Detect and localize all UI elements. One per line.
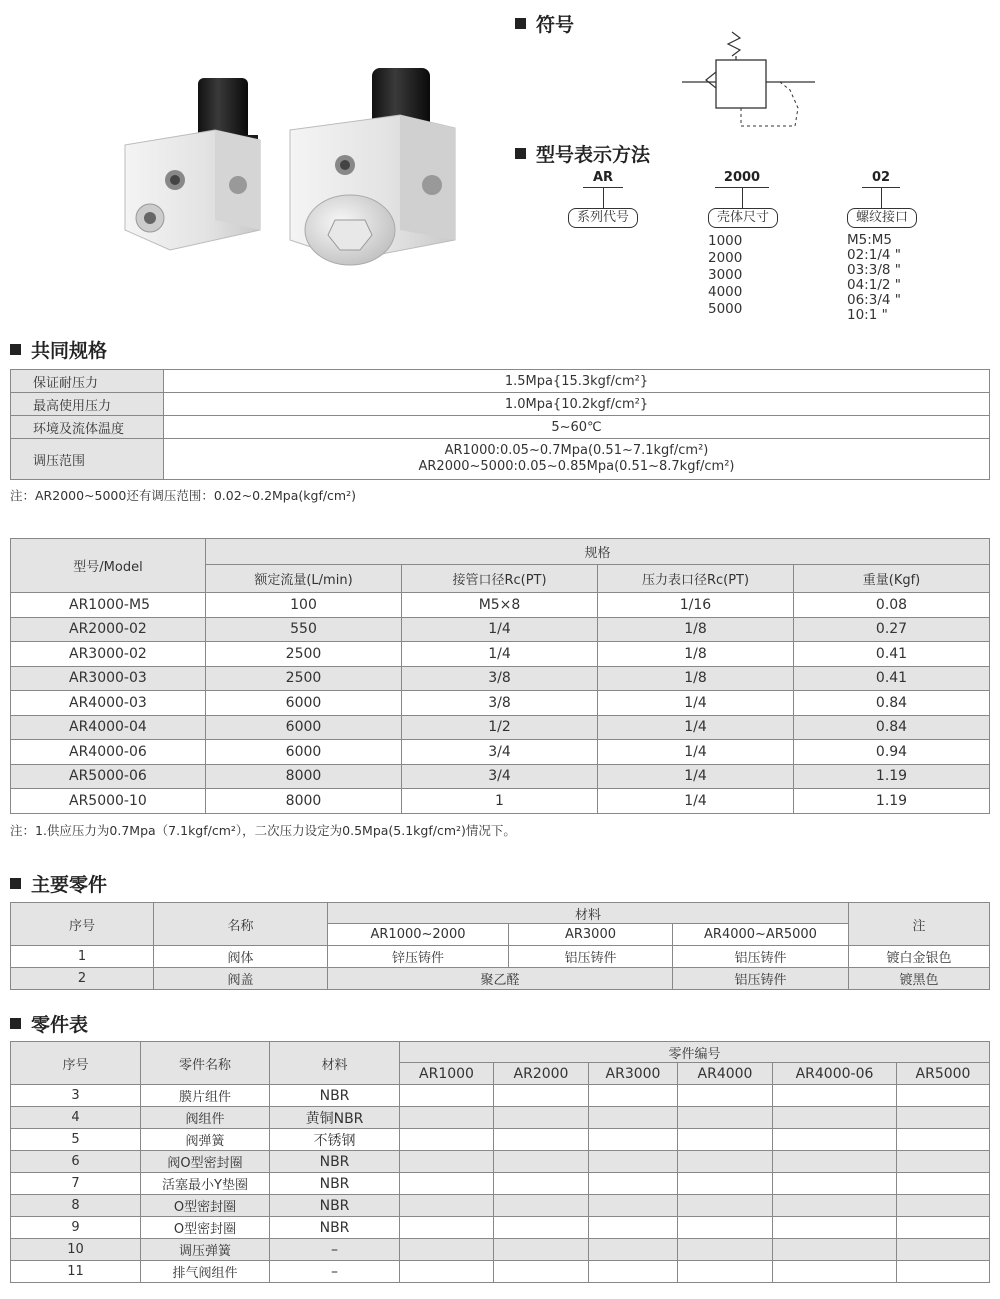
part-number-cell: [678, 1107, 773, 1129]
spec-table-body: [11, 593, 990, 814]
table-cell: 1/4: [402, 617, 598, 642]
pneumatic-symbol-diagram: [680, 30, 830, 130]
model-spec-table: [10, 538, 990, 814]
table-row: [11, 1151, 990, 1173]
table-cell: 550: [206, 617, 402, 642]
part-number-cell: [400, 1239, 494, 1261]
part-number-cell: [678, 1085, 773, 1107]
column-header: 序号: [11, 1042, 141, 1085]
column-header: 材料: [270, 1042, 400, 1085]
column-header: AR2000: [494, 1063, 589, 1085]
part-number-cell: [400, 1151, 494, 1173]
table-cell: 活塞最小Y垫圈: [141, 1173, 270, 1195]
thread-code: 02: [871, 170, 891, 185]
parts-list-body: [11, 1085, 990, 1283]
size-code: 2000: [723, 170, 761, 185]
part-number-cell: [897, 1151, 990, 1173]
spec-label: 调压范围: [11, 439, 164, 480]
spec-value-line: AR1000:0.05~0.7Mpa(0.51~7.1kgf/cm²): [444, 443, 709, 458]
model-cell: AR4000-03: [11, 691, 206, 716]
spec-value: 1.0Mpa{10.2kgf/cm²}: [164, 393, 990, 416]
table-cell: 8000: [206, 789, 402, 814]
table-cell: 6000: [206, 715, 402, 740]
product-photos: [110, 60, 470, 270]
part-number-cell: [773, 1129, 897, 1151]
model-cell: AR2000-02: [11, 617, 206, 642]
table-cell: 9: [11, 1217, 141, 1239]
column-header: AR4000~AR5000: [673, 924, 849, 946]
regulator-large-image: [290, 68, 455, 265]
table-cell: 阀盖: [154, 968, 328, 990]
model-cell: AR1000-M5: [11, 593, 206, 618]
part-number-cell: [400, 1085, 494, 1107]
size-option: 5000: [708, 301, 743, 317]
size-option: 4000: [708, 284, 743, 300]
table-cell: –: [270, 1261, 400, 1283]
table-cell: 5: [11, 1129, 141, 1151]
spec-value: 1.5Mpa{15.3kgf/cm²}: [164, 370, 990, 393]
table-cell: 6: [11, 1151, 141, 1173]
table-row: [11, 740, 990, 765]
table-cell: 聚乙醛: [328, 968, 673, 990]
column-header: 接管口径Rc(PT): [402, 565, 598, 593]
part-number-cell: [773, 1261, 897, 1283]
part-number-cell: [773, 1217, 897, 1239]
table-row: [11, 1107, 990, 1129]
table-cell: 不锈钢: [270, 1129, 400, 1151]
table-cell: 1/4: [598, 691, 794, 716]
thread-label-box: 螺纹接口: [847, 208, 917, 228]
part-number-cell: [773, 1085, 897, 1107]
column-header: 注: [849, 903, 990, 946]
thread-option: M5:M5: [847, 232, 893, 248]
table-cell: 0.41: [794, 666, 990, 691]
part-number-cell: [773, 1107, 897, 1129]
table-cell: 3/4: [402, 764, 598, 789]
part-number-cell: [400, 1129, 494, 1151]
part-number-cell: [678, 1151, 773, 1173]
column-header: AR4000-06: [773, 1063, 897, 1085]
column-header: AR1000: [400, 1063, 494, 1085]
table-row: [11, 946, 990, 968]
table-cell: 1/4: [598, 764, 794, 789]
table-row: [11, 370, 990, 393]
part-number-cell: [773, 1151, 897, 1173]
table-row: [11, 1173, 990, 1195]
table-cell: 0.84: [794, 715, 990, 740]
part-number-cell: [494, 1129, 589, 1151]
table-cell: 3/8: [402, 691, 598, 716]
table-cell: 阀组件: [141, 1107, 270, 1129]
table-cell: 8000: [206, 764, 402, 789]
table-cell: NBR: [270, 1217, 400, 1239]
series-code: AR: [592, 170, 614, 185]
table-header-row: [11, 1042, 990, 1063]
part-number-cell: [589, 1217, 678, 1239]
thread-options-list: [847, 233, 901, 323]
table-cell: 0.08: [794, 593, 990, 618]
table-cell: 黄铜NBR: [270, 1107, 400, 1129]
table-cell: O型密封圈: [141, 1217, 270, 1239]
table-cell: 铝压铸件: [509, 946, 673, 968]
part-number-cell: [494, 1239, 589, 1261]
table-cell: NBR: [270, 1151, 400, 1173]
column-header: 零件名称: [141, 1042, 270, 1085]
table-row: [11, 617, 990, 642]
model-designation-title: 型号表示方法: [515, 140, 650, 167]
table-cell: 7: [11, 1173, 141, 1195]
square-bullet-icon: [515, 148, 526, 159]
table-cell: 阀体: [154, 946, 328, 968]
table-row: [11, 968, 990, 990]
size-connector: [742, 188, 743, 208]
part-number-cell: [400, 1107, 494, 1129]
table-cell: 6000: [206, 691, 402, 716]
table-cell: 1/8: [598, 642, 794, 667]
table-cell: 3: [11, 1085, 141, 1107]
part-number-cell: [897, 1239, 990, 1261]
size-option: 1000: [708, 233, 743, 249]
main-parts-title: 主要零件: [10, 870, 107, 897]
table-cell: 铝压铸件: [673, 968, 849, 990]
table-row: [11, 764, 990, 789]
table-cell: 0.41: [794, 642, 990, 667]
model-cell: AR5000-10: [11, 789, 206, 814]
table-cell: 8: [11, 1195, 141, 1217]
column-header: 材料: [328, 903, 849, 924]
spec-value: 5~60℃: [164, 416, 990, 439]
table-cell: 1/4: [598, 715, 794, 740]
part-number-cell: [897, 1085, 990, 1107]
table-cell: 1/16: [598, 593, 794, 618]
table-cell: 镀黑色: [849, 968, 990, 990]
table-cell: –: [270, 1239, 400, 1261]
table-row: [11, 642, 990, 667]
part-number-cell: [589, 1129, 678, 1151]
table-cell: 1/4: [402, 642, 598, 667]
symbol-title: 符号: [515, 10, 574, 37]
column-header: 序号: [11, 903, 154, 946]
common-specs-table: [10, 369, 990, 480]
table-cell: 1.19: [794, 789, 990, 814]
table-row: [11, 691, 990, 716]
table-row: [11, 1129, 990, 1151]
model-header: 型号/Model: [11, 539, 206, 593]
part-number-cell: [589, 1261, 678, 1283]
size-option: 3000: [708, 267, 743, 283]
part-number-cell: [897, 1217, 990, 1239]
table-row: [11, 1195, 990, 1217]
part-number-cell: [400, 1261, 494, 1283]
table-header-row: [11, 539, 990, 565]
table-cell: 3/4: [402, 740, 598, 765]
table-cell: 0.94: [794, 740, 990, 765]
table-cell: 0.27: [794, 617, 990, 642]
size-options-list: [708, 233, 742, 318]
table-cell: 铝压铸件: [673, 946, 849, 968]
table-cell: 阀弹簧: [141, 1129, 270, 1151]
table-row: [11, 593, 990, 618]
part-number-cell: [678, 1195, 773, 1217]
square-bullet-icon: [10, 878, 21, 889]
column-header: 额定流量(L/min): [206, 565, 402, 593]
part-number-cell: [678, 1217, 773, 1239]
part-number-cell: [678, 1129, 773, 1151]
table-cell: 11: [11, 1261, 141, 1283]
table-cell: 1/2: [402, 715, 598, 740]
table-cell: 膜片组件: [141, 1085, 270, 1107]
table-cell: 1/8: [598, 617, 794, 642]
part-number-cell: [494, 1195, 589, 1217]
table-cell: 10: [11, 1239, 141, 1261]
thread-option: 06:3/4 ": [847, 292, 901, 308]
model-cell: AR3000-03: [11, 666, 206, 691]
table-cell: 1: [11, 946, 154, 968]
part-number-cell: [589, 1173, 678, 1195]
table-cell: 镀白金银色: [849, 946, 990, 968]
spec-value: [164, 439, 990, 480]
part-number-cell: [589, 1239, 678, 1261]
series-label-box: 系列代号: [568, 208, 638, 228]
common-specs-note: 注：AR2000~5000还有调压范围：0.02~0.2Mpa(kgf/cm²): [10, 488, 356, 503]
spec-label: 最高使用压力: [11, 393, 164, 416]
column-header: 名称: [154, 903, 328, 946]
table-cell: M5×8: [402, 593, 598, 618]
parts-list-title: 零件表: [10, 1010, 88, 1037]
spec-label: 环境及流体温度: [11, 416, 164, 439]
table-cell: NBR: [270, 1195, 400, 1217]
part-number-cell: [897, 1173, 990, 1195]
part-number-cell: [897, 1129, 990, 1151]
column-header: AR4000: [678, 1063, 773, 1085]
table-cell: O型密封圈: [141, 1195, 270, 1217]
parts-list-table: [10, 1041, 990, 1283]
part-number-cell: [678, 1173, 773, 1195]
common-specs-title: 共同规格: [10, 336, 107, 363]
table-cell: 2500: [206, 666, 402, 691]
table-cell: 2500: [206, 642, 402, 667]
size-option: 2000: [708, 250, 743, 266]
column-header: AR3000: [509, 924, 673, 946]
table-cell: 0.84: [794, 691, 990, 716]
part-number-cell: [494, 1173, 589, 1195]
part-number-cell: [678, 1261, 773, 1283]
model-cell: AR3000-02: [11, 642, 206, 667]
table-row: [11, 715, 990, 740]
thread-option: 10:1 ": [847, 307, 888, 323]
table-cell: 4: [11, 1107, 141, 1129]
part-number-cell: [897, 1261, 990, 1283]
table-row: [11, 1239, 990, 1261]
table-cell: 阀O型密封圈: [141, 1151, 270, 1173]
table-cell: 1/8: [598, 666, 794, 691]
part-number-cell: [897, 1195, 990, 1217]
spec-group-header: 规格: [206, 539, 990, 565]
spec-value-line: AR2000~5000:0.05~0.85Mpa(0.51~8.7kgf/cm²): [418, 459, 735, 474]
series-connector: [603, 188, 604, 208]
table-row: [11, 1217, 990, 1239]
column-header: AR3000: [589, 1063, 678, 1085]
size-label-box: 壳体尺寸: [708, 208, 778, 228]
table-cell: 调压弹簧: [141, 1239, 270, 1261]
part-number-cell: [494, 1151, 589, 1173]
spec-label: 保证耐压力: [11, 370, 164, 393]
table-cell: 1: [402, 789, 598, 814]
table-cell: 2: [11, 968, 154, 990]
table-row: [11, 666, 990, 691]
table-cell: 1/4: [598, 789, 794, 814]
part-number-cell: [773, 1195, 897, 1217]
table-cell: NBR: [270, 1085, 400, 1107]
part-number-cell: [400, 1173, 494, 1195]
part-number-cell: [494, 1217, 589, 1239]
part-number-cell: [678, 1239, 773, 1261]
part-number-cell: [400, 1217, 494, 1239]
part-number-cell: [494, 1107, 589, 1129]
regulator-small-image: [125, 78, 260, 250]
model-cell: AR4000-06: [11, 740, 206, 765]
table-cell: 6000: [206, 740, 402, 765]
part-number-cell: [773, 1173, 897, 1195]
spec-table-note: 注：1.供应压力为0.7Mpa（7.1kgf/cm²），二次压力设定为0.5Mpa(5.1kgf/cm²)情况下。: [10, 823, 516, 838]
table-row: [11, 1085, 990, 1107]
table-row: [11, 1261, 990, 1283]
part-number-cell: [589, 1085, 678, 1107]
square-bullet-icon: [10, 344, 21, 355]
table-row: [11, 393, 990, 416]
table-cell: 1/4: [598, 740, 794, 765]
part-number-cell: [589, 1151, 678, 1173]
table-header-row: [11, 903, 990, 924]
square-bullet-icon: [10, 1018, 21, 1029]
column-header: AR5000: [897, 1063, 990, 1085]
model-cell: AR4000-04: [11, 715, 206, 740]
part-number-cell: [773, 1239, 897, 1261]
column-header: 重量(Kgf): [794, 565, 990, 593]
table-cell: 1.19: [794, 764, 990, 789]
column-header: 零件编号: [400, 1042, 990, 1063]
thread-option: 02:1/4 ": [847, 247, 901, 263]
table-cell: NBR: [270, 1173, 400, 1195]
part-number-cell: [589, 1107, 678, 1129]
table-row: [11, 416, 990, 439]
part-number-cell: [897, 1107, 990, 1129]
table-cell: 排气阀组件: [141, 1261, 270, 1283]
part-number-cell: [494, 1085, 589, 1107]
table-cell: 100: [206, 593, 402, 618]
part-number-cell: [494, 1261, 589, 1283]
column-header: AR1000~2000: [328, 924, 509, 946]
table-cell: 3/8: [402, 666, 598, 691]
column-header: 压力表口径Rc(PT): [598, 565, 794, 593]
table-cell: 锌压铸件: [328, 946, 509, 968]
part-number-cell: [400, 1195, 494, 1217]
table-row: [11, 439, 990, 480]
model-cell: AR5000-06: [11, 764, 206, 789]
thread-option: 04:1/2 ": [847, 277, 901, 293]
square-bullet-icon: [515, 18, 526, 29]
thread-connector: [881, 188, 882, 208]
part-number-cell: [589, 1195, 678, 1217]
main-parts-table: [10, 902, 990, 990]
thread-option: 03:3/8 ": [847, 262, 901, 278]
table-row: [11, 789, 990, 814]
